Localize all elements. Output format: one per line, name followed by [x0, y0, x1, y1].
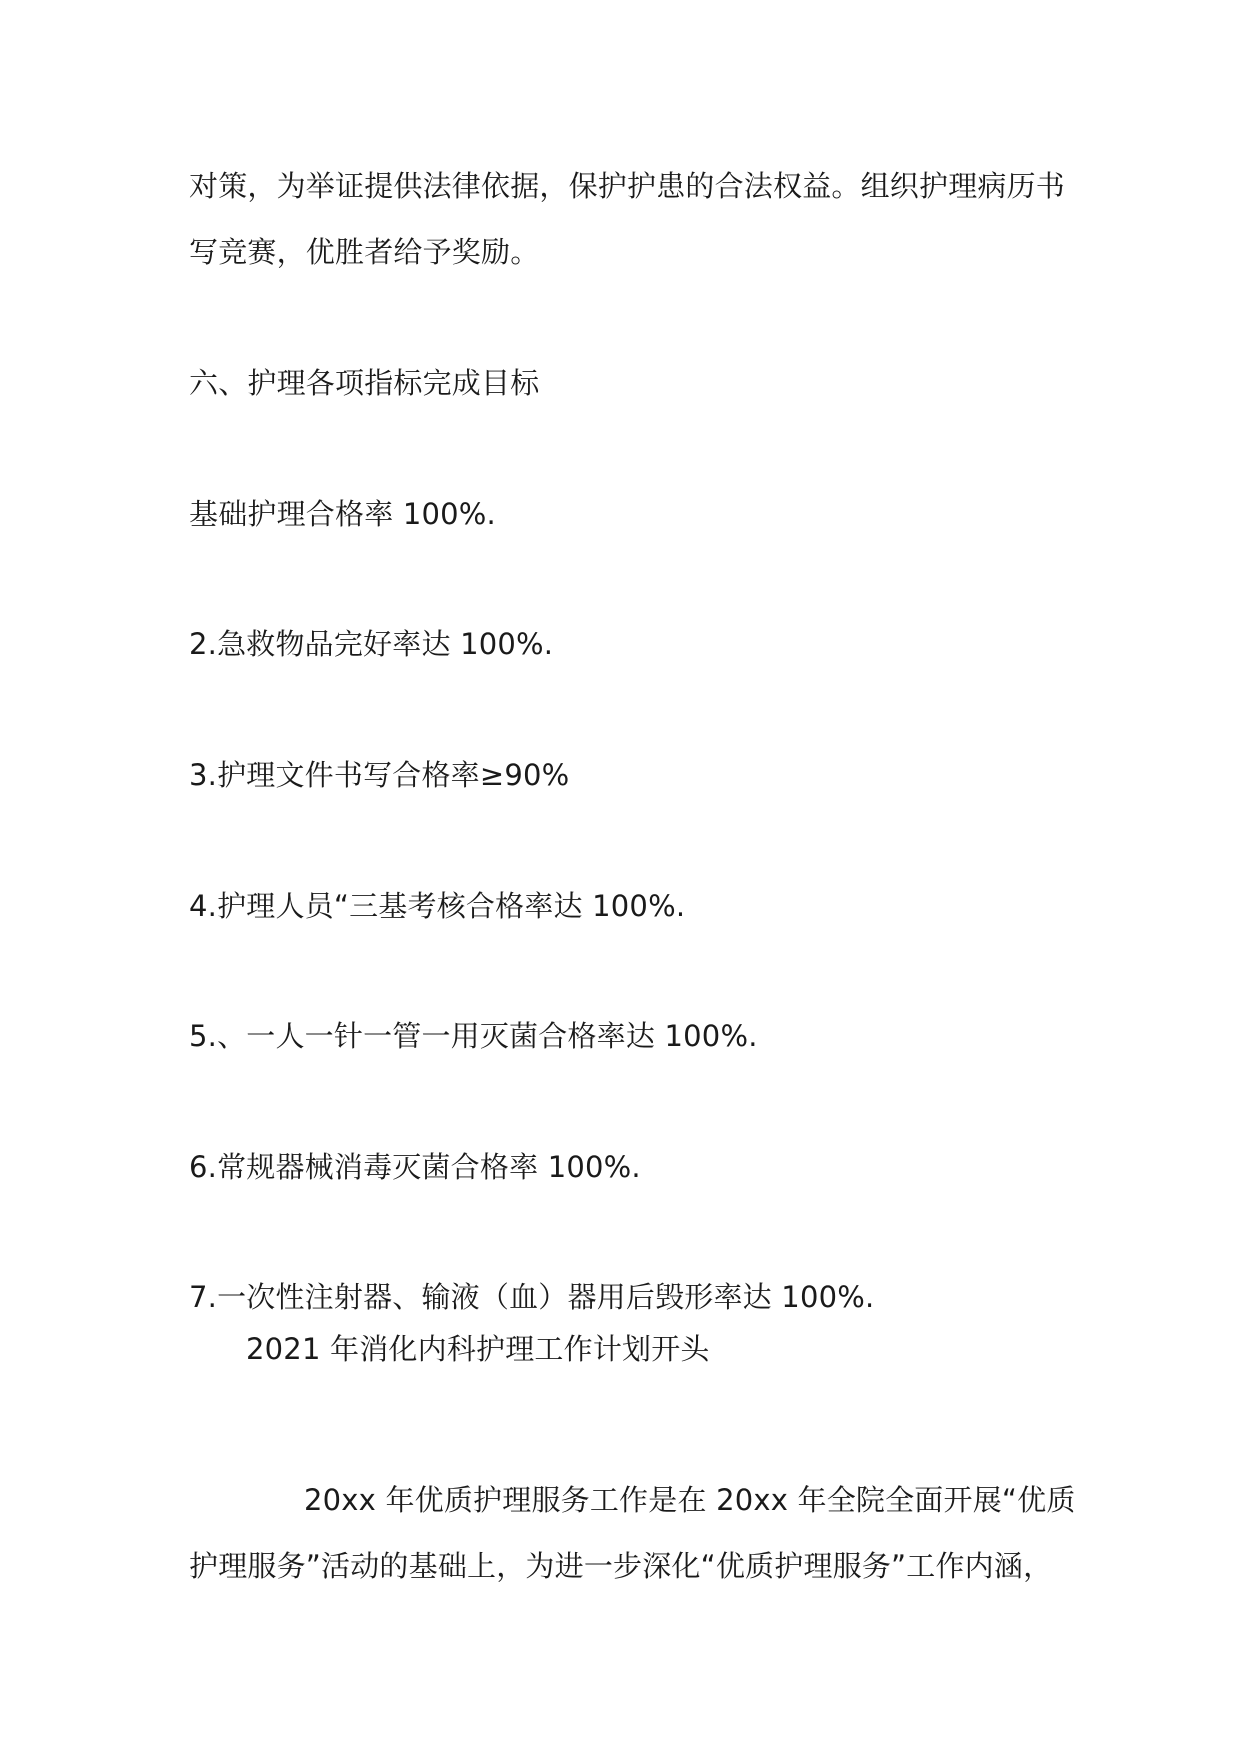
paragraph-line: 写竞赛，优胜者给予奖励。: [189, 235, 540, 269]
list-item: 基础护理合格率 100%.: [189, 497, 496, 531]
paragraph-line: 对策，为举证提供法律依据，保护护患的合法权益。组织护理病历书: [189, 169, 1066, 203]
document-title: 2021 年消化内科护理工作计划开头: [246, 1332, 710, 1366]
list-item: 2.急救物品完好率达 100%.: [189, 627, 554, 661]
list-item: 7.一次性注射器、输液（血）器用后毁形率达 100%.: [189, 1280, 875, 1314]
section-heading: 六、护理各项指标完成目标: [189, 366, 540, 400]
list-item: 3.护理文件书写合格率≥90%: [189, 758, 570, 792]
list-item: 4.护理人员“三基考核合格率达 100%.: [189, 889, 686, 923]
list-item: 5.、一人一针一管一用灭菌合格率达 100%.: [189, 1019, 758, 1053]
list-item: 6.常规器械消毒灭菌合格率 100%.: [189, 1150, 641, 1184]
paragraph-line: 20xx 年优质护理服务工作是在 20xx 年全院全面开展“优质: [304, 1483, 1076, 1517]
paragraph-line: 护理服务”活动的基础上，为进一步深化“优质护理服务”工作内涵，: [189, 1549, 1053, 1583]
